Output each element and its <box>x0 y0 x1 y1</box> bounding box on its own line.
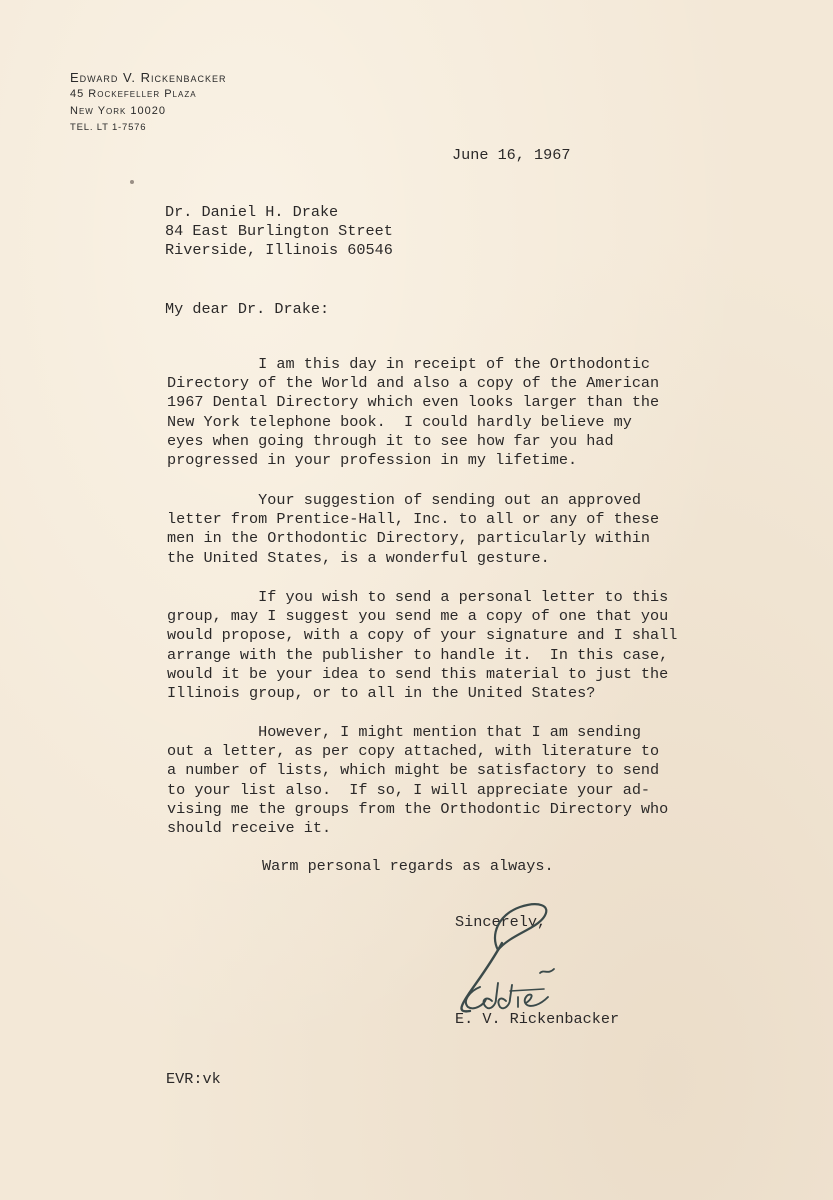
letterhead-street: 45 Rockefeller Plaza <box>70 88 197 100</box>
letterhead-city: New York 10020 <box>70 105 167 117</box>
letterhead <box>70 70 227 136</box>
paper-speck <box>130 180 134 184</box>
handwritten-signature <box>440 895 590 1020</box>
recipient-city: Riverside, Illinois 60546 <box>165 241 393 260</box>
closing-remark: Warm personal regards as always. <box>262 857 554 875</box>
salutation: My dear Dr. Drake: <box>165 300 330 318</box>
recipient-name: Dr. Daniel H. Drake <box>165 203 339 221</box>
body-paragraph-1: I am this day in receipt of the Orthodontic Directory of the World and also a copy of the American 1967 Dental Directory which even looks larger than the New York telephone book. I could hardly believe my eyes when going through it to see how far you had progressed in your profession in my lifetime. <box>167 355 660 470</box>
complimentary-close: Sincerely, <box>455 913 547 931</box>
letterhead-name: Edward V. Rickenbacker <box>70 70 227 85</box>
reference-initials: EVR:vk <box>166 1070 221 1088</box>
recipient-street: 84 East Burlington Street <box>165 222 393 241</box>
signer-name: E. V. Rickenbacker <box>455 1010 620 1028</box>
body-paragraph-4: However, I might mention that I am sending out a letter, as per copy attached, with literature to a number of lists, which might be satisfactory to send to your list also. If so, I will appreciate your ad- vising me the groups from the Orthodontic Directory who should receive it. <box>167 723 669 838</box>
letterhead-telephone: TEL. LT 1-7576 <box>70 122 147 133</box>
body-paragraph-2: Your suggestion of sending out an approved letter from Prentice-Hall, Inc. to all or any of these men in the Orthodontic Directory, particularly within the United States, is a wonderful gesture. <box>167 491 660 567</box>
body-paragraph-3: If you wish to send a personal letter to this group, may I suggest you send me a copy of one that you would propose, with a copy of your signature and I shall arrange with the publisher to handle it. In this case, would it be your idea to send this material to just the Illinois group, or to all in the United States? <box>167 588 678 703</box>
recipient-address <box>165 203 393 261</box>
signature-drawing <box>440 895 590 1020</box>
letter-date: June 16, 1967 <box>452 146 571 164</box>
